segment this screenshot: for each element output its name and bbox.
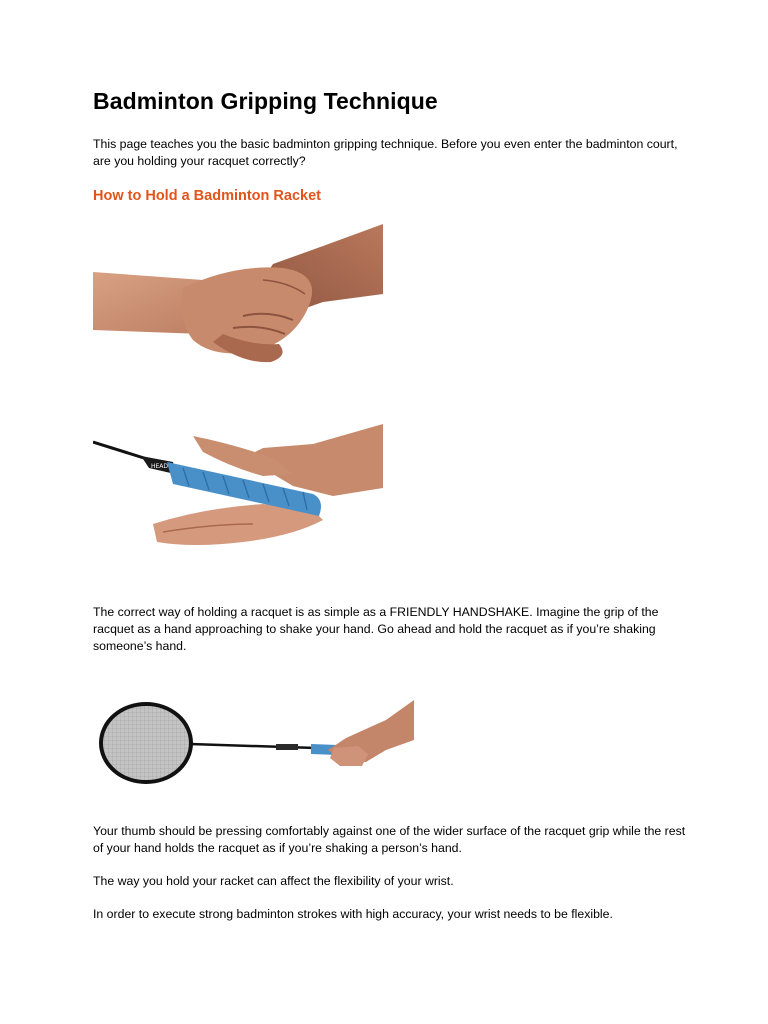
- handshake-paragraph: The correct way of holding a racquet is as simple as a FRIENDLY HANDSHAKE. Imagine the grip of the racquet as a hand approaching to shake your hand. Go ahead and hold the racquet as if you’re shaking someone’s hand.: [93, 605, 659, 653]
- section-heading: How to Hold a Badminton Racket: [93, 188, 321, 204]
- thumb-paragraph: Your thumb should be pressing comfortably against one of the wider surface of the racquet grip while the rest of your hand holds the racquet as if you’re shaking a person’s hand.: [93, 824, 686, 855]
- accuracy-paragraph: In order to execute strong badminton strokes with high accuracy, your wrist needs to be flexible.: [93, 907, 613, 921]
- racquet-grip-image: [93, 424, 383, 552]
- flexibility-paragraph: The way you hold your racket can affect the flexibility of your wrist.: [93, 874, 454, 888]
- handshake-image: [93, 224, 383, 370]
- racquet-held-image: [96, 700, 414, 788]
- svg-text:HEAD: HEAD: [151, 463, 169, 470]
- intro-paragraph: This page teaches you the basic badminton gripping technique. Before you even enter the badminton court, are you holding your racquet correctly?: [93, 137, 678, 168]
- page-title: Badminton Gripping Technique: [93, 88, 438, 114]
